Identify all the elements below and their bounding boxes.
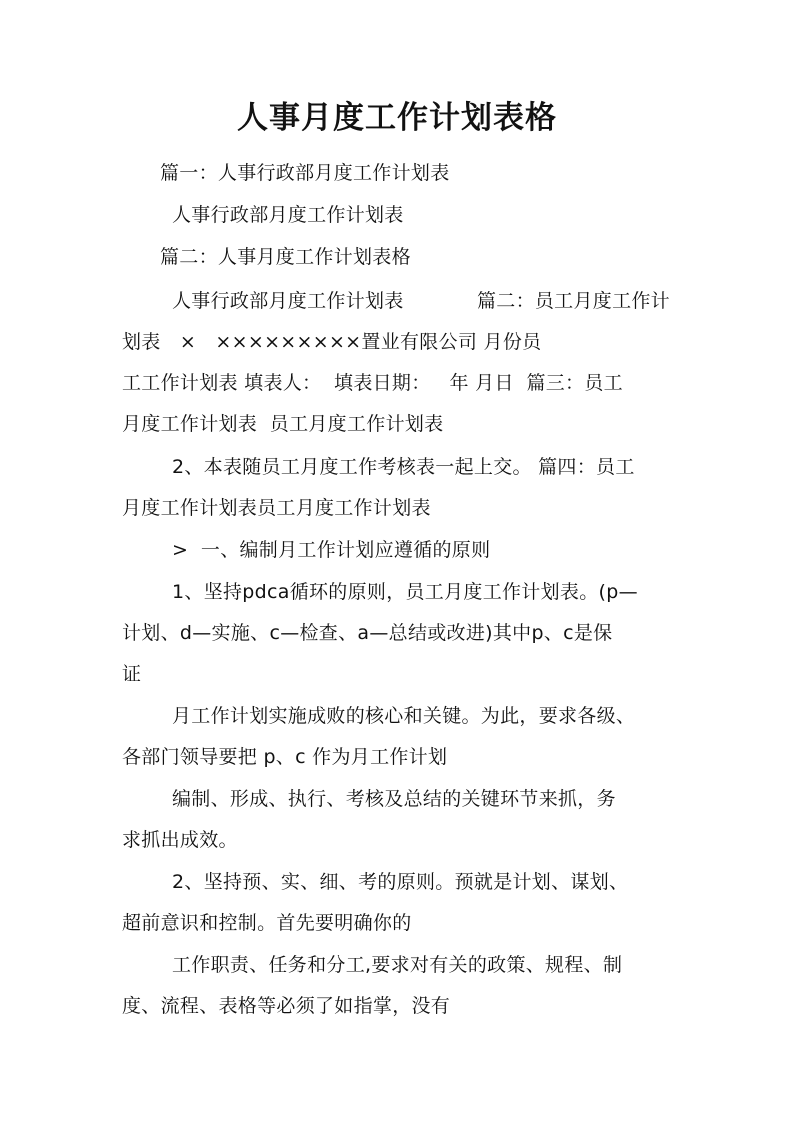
paragraph-3-line-2: 计划、d—实施、c—检查、a—总结或改进)其中p、c是保	[122, 622, 613, 644]
section-heading: > 一、编制月工作计划应遵循的原则	[172, 539, 491, 561]
heading-part-one: 篇一：人事行政部月度工作计划表	[160, 162, 450, 184]
paragraph-2-line-2: 月度工作计划表员工月度工作计划表	[122, 497, 431, 519]
paragraph-4-line-1: 月工作计划实施成败的核心和关键。为此，要求各级、	[172, 705, 636, 727]
paragraph-1-line-3: 工工作计划表 填表人： 填表日期： 年 月日 篇三：员工	[122, 372, 623, 394]
paragraph-6-line-1: 2、坚持预、实、细、考的原则。预就是计划、谋划、	[172, 871, 629, 893]
paragraph-1-line-1-left: 人事行政部月度工作计划表	[172, 290, 404, 312]
paragraph-5-line-1: 编制、形成、执行、考核及总结的关键环节来抓，务	[172, 788, 616, 810]
heading-part-two: 篇二：人事月度工作计划表格	[160, 246, 411, 268]
document-title: 人事月度工作计划表格	[237, 100, 557, 136]
paragraph-4-line-2: 各部门领导要把 p、c 作为月工作计划	[122, 746, 448, 768]
heading-part-one-subtitle: 人事行政部月度工作计划表	[172, 204, 404, 226]
paragraph-1-line-4: 月度工作计划表 员工月度工作计划表	[122, 413, 444, 435]
paragraph-3-line-3: 证	[122, 663, 142, 685]
paragraph-3-line-1: 1、坚持pdca循环的原则，员工月度工作计划表。(p—	[172, 581, 638, 603]
paragraph-5-line-2: 求抓出成效。	[122, 829, 238, 851]
paragraph-1-line-1	[122, 288, 670, 314]
paragraph-1-line-1-right: 篇二：员工月度工作计	[476, 290, 670, 312]
paragraph-1-line-2: 划表 × ×××××××××置业有限公司 月份员	[122, 331, 542, 353]
paragraph-7-line-1: 工作职责、任务和分工,要求对有关的政策、规程、制	[172, 954, 623, 976]
paragraph-2-line-1: 2、本表随员工月度工作考核表一起上交。 篇四：员工	[172, 456, 635, 478]
paragraph-6-line-2: 超前意识和控制。首先要明确你的	[122, 912, 412, 934]
paragraph-7-line-2: 度、流程、表格等必须了如指掌，没有	[122, 995, 451, 1017]
